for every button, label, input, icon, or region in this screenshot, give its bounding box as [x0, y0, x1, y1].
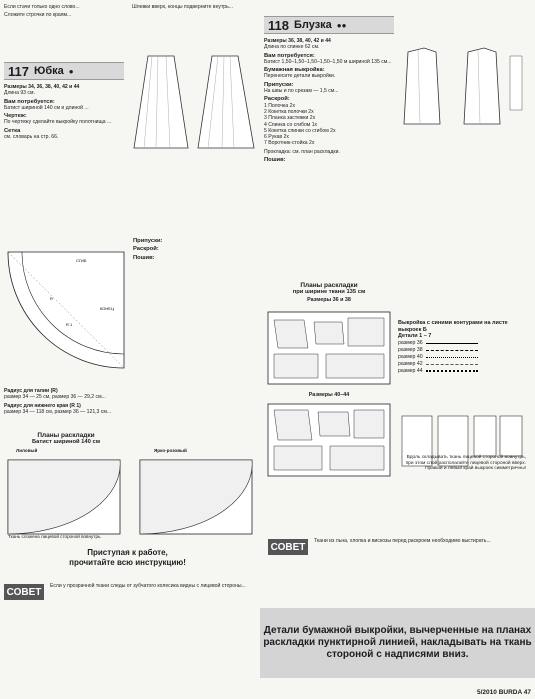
legend-subtitle: Детали 1 – 7: [398, 333, 432, 339]
blouse-length: Длина по спинке 62 см.: [264, 44, 320, 51]
skirt-layout-sub: Батист шириной 140 см: [32, 439, 100, 445]
blouse-sizes: Размеры 36, 38, 40, 42 и 44: [264, 38, 331, 44]
blouse-allowance-text: На швы и по срезам — 1,5 см...: [264, 88, 339, 95]
skirt-layout-heading: [4, 432, 128, 445]
legend-line-36: [426, 343, 478, 344]
diagram-label-2: КОНЕЦ: [100, 306, 114, 311]
blouse-pattern-head: Бумажная выкройка:: [264, 67, 325, 74]
blouse-illustration: [398, 40, 526, 128]
skirt-pattern-svg: [4, 248, 128, 386]
layout-size-group-1: Размеры 36 и 38: [307, 297, 351, 303]
grid-reference: см. словарь на стр. 66.: [4, 134, 59, 141]
blouse-layout-note: Вдоль складывать ткань лицевой стороной вовнутрь, при этом слой располагайте лицевой стороной вверх. Правый и левый край выкроек симметричны!: [405, 455, 526, 472]
color-label-lilac: Лиловый: [16, 448, 38, 453]
cut-item: 3 Планка застежки 2x: [264, 115, 316, 122]
skirt-cut-head: Раскрой:: [133, 246, 159, 253]
blouse-sew-head: Пошив:: [264, 157, 286, 164]
legend-line-42: [426, 364, 478, 365]
skirt-name: Юбка: [33, 65, 64, 77]
blouse-heading: [264, 16, 394, 34]
cut-item: 6 Рукав 2x: [264, 134, 289, 141]
legend-line-40: [426, 357, 478, 358]
diagram-label-1: СГИБ: [76, 258, 87, 263]
legend-label-36: размер 36: [398, 339, 423, 346]
advice-left-text: Если у прозрачной ткани следы от зубчатого колесика видны с лицевой стороны...: [50, 583, 246, 589]
skirt-sew-head: Пошив:: [133, 254, 155, 261]
start-work-tip: [0, 548, 255, 568]
blouse-layout-1-svg: [264, 308, 394, 388]
legend-label-40: размер 40: [398, 353, 423, 360]
skirt-right-text: [133, 236, 256, 261]
start-tip-line-2: прочитайте всю инструкцию!: [69, 558, 186, 567]
hem-radius-text: размер 34 — 118 см, размер 36 — 121,3 см...: [4, 408, 112, 415]
blouse-allowance-head: Припуски:: [264, 81, 294, 88]
blouse-left-text: [264, 38, 392, 163]
blouse-fabric-text: Батист 1,50–1,50–1,50–1,50–1,50 м шириной 135 см...: [264, 58, 392, 65]
cut-item: 7 Воротник-стойка 2x: [264, 140, 315, 147]
skirt-fabric-head: Вам потребуется:: [4, 98, 55, 105]
skirt-number: 117: [8, 63, 29, 79]
blouse-layout-2-svg: [264, 400, 394, 480]
skirt-allowance-head: Припуски:: [133, 238, 163, 244]
advice-badge-right: СОВЕТ: [268, 539, 308, 555]
skirt-left-text: [4, 84, 124, 140]
legend-label-42: размер 42: [398, 360, 423, 367]
advice-badge-left: СОВЕТ: [4, 584, 44, 600]
blouse-layout-head: Планы раскладки: [300, 282, 358, 289]
blouse-interfacing: Прокладка: см. план раскладки.: [264, 148, 340, 155]
skirt-title-box: [4, 62, 124, 80]
legend-row-44: [398, 368, 526, 375]
skirt-draft-head: Чертеж:: [4, 113, 27, 120]
skirt-layout-svg: [4, 456, 256, 544]
advice-right-text: Ткани из льна, хлопка и вискозы перед раскроем необходимо выстирать...: [314, 538, 491, 544]
blouse-layout-sub: при ширине ткани 135 см: [292, 289, 366, 295]
legend-line-38: [426, 350, 478, 351]
skirt-radius-text: [4, 388, 128, 415]
waist-radius-text: размер 34 — 25 см, размер 36 — 29,2 см...: [4, 394, 106, 401]
legend-row-38: [398, 347, 526, 354]
legend-title: Выкройка с синими контурами на листе выкроек Б: [398, 320, 508, 333]
intro-text-a: Если стачи только одно слово...: [4, 4, 80, 10]
cut-item: 1 Полочка 2x: [264, 102, 296, 109]
pattern-placement-banner: [260, 608, 535, 678]
legend-row-42: [398, 361, 526, 368]
skirt-illustration: [130, 48, 258, 154]
skirt-heading: [4, 62, 124, 80]
intro-text-b: Сложите строчки по краям...: [4, 12, 72, 19]
skirt-draft-text: По чертежу сделайте выкройку полотнища ...: [4, 119, 112, 126]
top-left-column-1: [4, 4, 127, 19]
cut-item: 4 Спинка со сгибом 1x: [264, 121, 318, 128]
top-left-column-2: [132, 4, 255, 10]
skirt-sizes: Размеры 34, 36, 38, 40, 42 и 44: [4, 84, 80, 90]
layout-size-group-2: Размеры 40–44: [308, 392, 350, 398]
advice-left: [0, 580, 255, 644]
cut-item: 2 Кокетка полочки 2x: [264, 108, 314, 115]
grid-head: Сетка: [4, 127, 21, 134]
blouse-title-box: [264, 16, 394, 34]
skirt-fabric-text: Батист шириной 140 см и длиной ...: [4, 104, 89, 111]
legend-line-44: [426, 370, 478, 372]
difficulty-icon: ●●: [336, 20, 347, 30]
diagram-label-3: R: [50, 296, 53, 301]
legend-label-44: размер 44: [398, 367, 423, 374]
skirt-cutting-layouts: [4, 448, 256, 544]
legend-row-40: [398, 354, 526, 361]
skirt-pattern-diagram: [4, 248, 128, 386]
blouse-layout-2: [264, 400, 394, 480]
page-number: 47: [523, 689, 531, 696]
start-tip-line-1: Приступая к работе,: [87, 548, 168, 557]
skirt-layout-caption: Ткань сложена лицевой стороной вовнутрь.: [8, 534, 102, 539]
difficulty-icon: ●: [68, 66, 74, 76]
legend-row-36: [398, 340, 526, 347]
intro-text-c: Шлевки вверх, концы подверните внутрь...: [132, 4, 234, 10]
blouse-layout-heading: [264, 282, 394, 303]
blouse-layout-1: [264, 308, 394, 388]
blouse-cut-head: Раскрой:: [264, 96, 290, 103]
skirt-drawing: [130, 48, 258, 154]
color-label-pink: Ярко-розовый: [154, 448, 187, 453]
diagram-label-4: R 1: [66, 322, 73, 327]
legend-label-38: размер 38: [398, 346, 423, 353]
hem-radius-head: Радиус для нижнего края (R 1): [4, 402, 81, 409]
brand-name: BURDA: [498, 689, 522, 696]
blouse-drawing: [398, 40, 526, 128]
skirt-length: Длина 93 см.: [4, 90, 35, 97]
skirt-layout-head: Планы раскладки: [37, 432, 95, 439]
banner-text: Детали бумажной выкройки, вычерченные на планах раскладки пунктирной линией, накладывать на ткань стороной с надписями вниз.: [263, 625, 532, 660]
waist-radius-head: Радиус для талии (R): [4, 388, 58, 394]
issue-number: 5/2010: [477, 689, 497, 696]
blouse-pattern-text: Перенесите детали выкройки.: [264, 73, 336, 80]
blouse-number: 118: [268, 17, 289, 33]
blouse-fabric-head: Вам потребуется:: [264, 52, 315, 59]
advice-right: [264, 535, 534, 603]
page-footer: [477, 689, 531, 696]
blouse-name: Блузка: [293, 19, 332, 31]
cut-item: 5 Кокетка спинки со сгибом 2x: [264, 127, 336, 134]
size-legend: [398, 320, 526, 406]
